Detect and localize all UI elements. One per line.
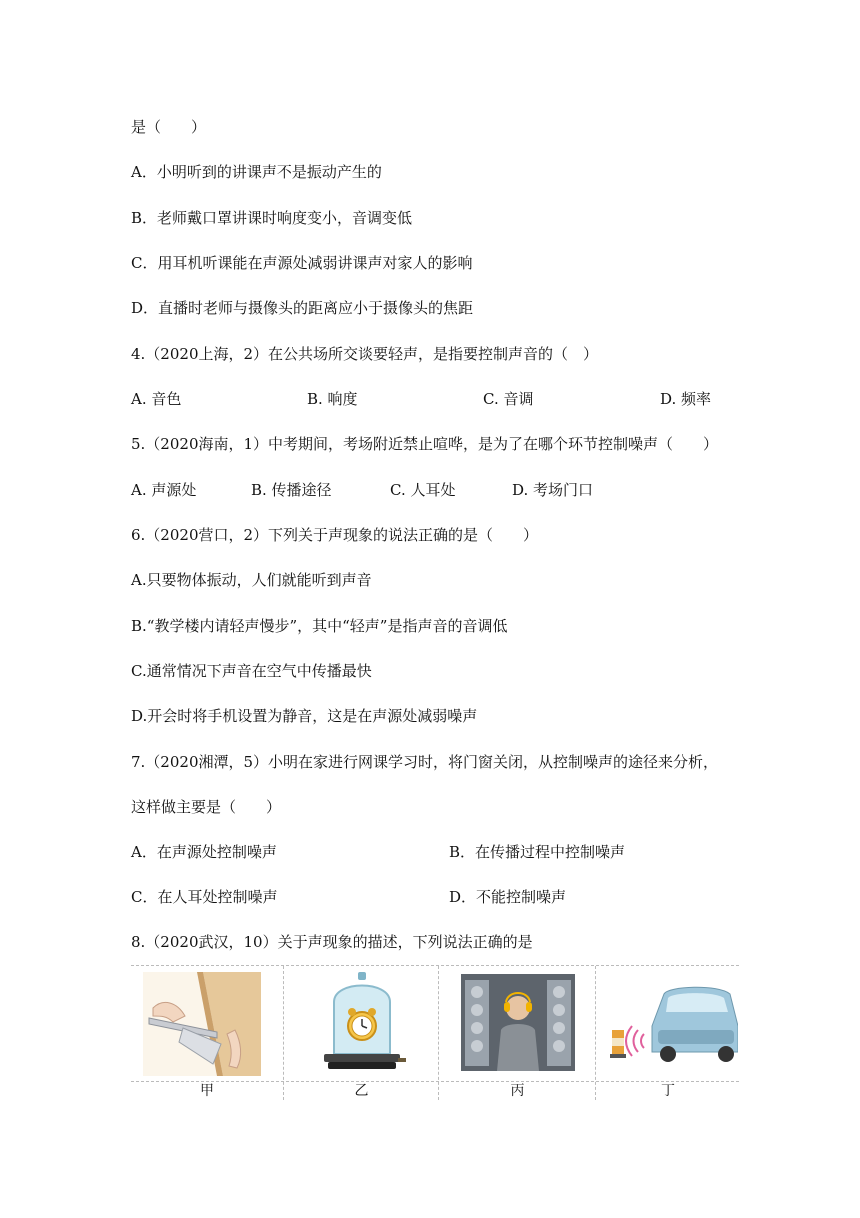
q7-stem-line2: 这样做主要是（ ） — [131, 798, 282, 816]
q5-option-c: C. 人耳处 — [390, 481, 456, 499]
q4-option-c: C. 音调 — [483, 390, 534, 408]
figure-cell-jia — [131, 966, 283, 1100]
q4-stem: 4.（2020上海，2）在公共场所交谈要轻声，是指要控制声音的（ ） — [131, 345, 599, 363]
q6-option-d: D.开会时将手机设置为静音，这是在声源处减弱噪声 — [131, 707, 478, 725]
q6-stem: 6.（2020营口，2）下列关于声现象的说法正确的是（ ） — [131, 526, 539, 544]
q4-option-d: D. 频率 — [660, 390, 712, 408]
caption-yi: 乙 — [354, 1083, 369, 1099]
q7-option-a: A．在声源处控制噪声 — [131, 843, 277, 861]
caption-jia: 甲 — [200, 1083, 214, 1099]
figure-table — [131, 965, 739, 1100]
q4-option-a: A. 音色 — [131, 390, 182, 408]
factory-worker-earmuffs-image — [461, 974, 575, 1071]
q3-option-c: C．用耳机听课能在声源处减弱讲课声对家人的影响 — [131, 254, 473, 272]
q3-option-a: A．小明听到的讲课声不是振动产生的 — [131, 163, 382, 181]
car-reversing-radar-image — [608, 974, 738, 1071]
q7-option-c: C．在人耳处控制噪声 — [131, 888, 278, 906]
bell-jar-clock-image — [318, 972, 406, 1072]
figure-cell-yi — [283, 966, 439, 1100]
q6-option-a: A.只要物体振动，人们就能听到声音 — [131, 571, 372, 589]
q8-stem: 8.（2020武汉，10）关于声现象的描述，下列说法正确的是 — [131, 933, 533, 951]
q3-option-b: B．老师戴口罩讲课时响度变小，音调变低 — [131, 209, 413, 227]
q4-option-b: B. 响度 — [307, 390, 358, 408]
q7-option-d: D．不能控制噪声 — [449, 888, 567, 906]
caption-bing: 丙 — [510, 1083, 525, 1099]
q3-option-d: D．直播时老师与摄像头的距离应小于摄像头的焦距 — [131, 299, 474, 317]
q5-option-b: B. 传播途径 — [251, 481, 332, 499]
q5-option-a: A. 声源处 — [131, 481, 197, 499]
ruler-vibration-image — [143, 972, 261, 1076]
q7-option-b: B．在传播过程中控制噪声 — [449, 843, 626, 861]
q5-option-d: D. 考场门口 — [512, 481, 594, 499]
figure-cell-bing — [438, 966, 596, 1100]
q6-option-c: C.通常情况下声音在空气中传播最快 — [131, 662, 372, 680]
figure-cell-ding — [595, 966, 740, 1100]
q6-option-b: B.“教学楼内请轻声慢步”，其中“轻声”是指声音的音调低 — [131, 617, 508, 635]
caption-ding: 丁 — [661, 1083, 675, 1099]
q7-stem-line1: 7.（2020湘潭，5）小明在家进行网课学习时，将门窗关闭，从控制噪声的途径来分析， — [131, 753, 719, 771]
q3-stem-tail: 是（ ） — [131, 118, 207, 136]
q5-stem: 5.（2020海南，1）中考期间，考场附近禁止喧哗，是为了在哪个环节控制噪声（ ） — [131, 435, 719, 453]
